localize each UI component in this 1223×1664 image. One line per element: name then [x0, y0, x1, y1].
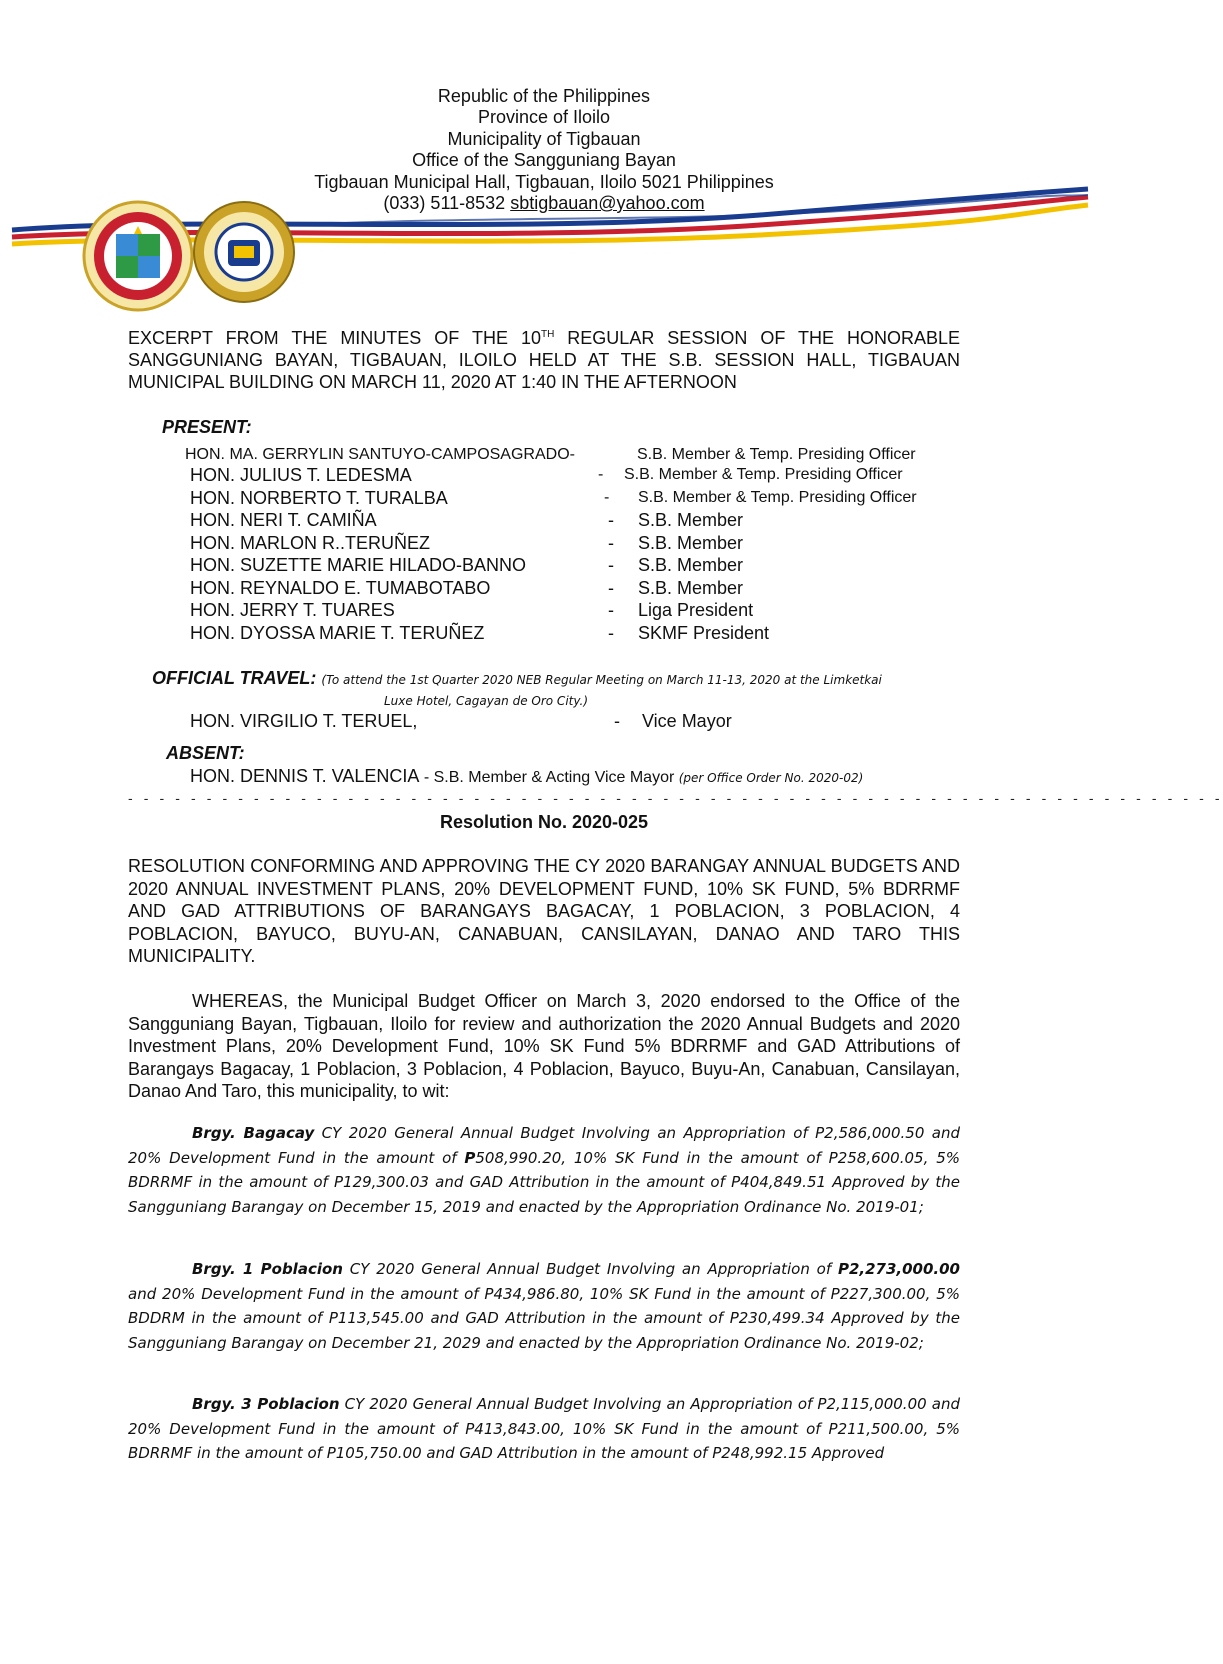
- resolution-number: Resolution No. 2020-025: [439, 812, 649, 832]
- absent-label: ABSENT:: [166, 743, 245, 763]
- whereas-paragraph: WHEREAS, the Municipal Budget Officer on March 3, 2020 endorsed to the Office of the Sangguniang Bayan, Tigbauan, Iloilo for review and authorization the 2020 Annual Budgets and 2020 Investment Plans, 20% Development Fund, 10% SK Fund 5% BDRRMF and GAD Attributions of Barangays Bagacay, 1 Poblacion, 3 Poblacion, 4 Poblacion, Bayuco, Buyu-An, Canabuan, Cansilayan, Danao And Taro, this municipality, to wit:: [128, 991, 960, 1101]
- barangay-name: Brgy. Bagacay: [192, 1124, 315, 1142]
- member-name: HON. SUZETTE MARIE HILADO-BANNO: [190, 555, 527, 575]
- member-row: [185, 444, 916, 466]
- member-name: HON. NORBERTO T. TURALBA: [190, 488, 448, 508]
- member-dash: -: [608, 600, 614, 620]
- barangay-bold-p: P: [464, 1148, 476, 1167]
- sangguniang-seal-icon: [192, 200, 296, 304]
- member-dash: -: [608, 578, 614, 598]
- travel-member-dash: -: [614, 711, 620, 731]
- member-role: S.B. Member: [638, 578, 744, 598]
- member-row: [190, 509, 744, 531]
- absent-role: - S.B. Member & Acting Vice Mayor: [419, 769, 679, 786]
- barangay-item: [128, 1392, 960, 1466]
- header-address: Tigbauan Municipal Hall, Tigbauan, Iloilo 5021 Philippines: [314, 172, 774, 192]
- member-name: HON. NERI T. CAMIÑA: [190, 510, 377, 530]
- member-row: [190, 599, 754, 621]
- barangay-name: Brgy. 3 Poblacion: [192, 1395, 340, 1413]
- header-office: Office of the Sangguniang Bayan: [412, 150, 676, 170]
- travel-member-role: Vice Mayor: [642, 711, 732, 731]
- member-role: S.B. Member & Temp. Presiding Officer: [637, 446, 916, 463]
- barangay-text: CY 2020 General Annual Budget Involving an Appropriation of P2,115,000.00 and 20% Development Fund in the amount of P413,843.00, 10% SK Fund in the amount of P211,500.00, 5% BDRRMF in the amount of P105,750.00 and GAD Attribution in the amount of P248,992.15 Approved: [128, 1395, 960, 1462]
- municipality-seal-icon: [82, 200, 194, 312]
- absent-name: HON. DENNIS T. VALENCIA: [190, 766, 420, 786]
- header-republic: Republic of the Philippines: [437, 86, 651, 106]
- member-dash: -: [604, 489, 610, 506]
- member-role: SKMF President: [638, 623, 770, 643]
- official-travel-note: (To attend the 1st Quarter 2020 NEB Regular Meeting on March 11-13, 2020 at the Limketkai: [321, 673, 882, 687]
- member-role: S.B. Member & Temp. Presiding Officer: [638, 489, 917, 506]
- member-name: HON. JULIUS T. LEDESMA: [190, 465, 412, 485]
- member-row: [190, 554, 744, 576]
- header-municipality: Municipality of Tigbauan: [447, 129, 641, 149]
- member-dash: -: [608, 510, 614, 530]
- member-row: [190, 464, 903, 486]
- member-role: Liga President: [638, 600, 754, 620]
- barangay-text: 508,990.20, 10% SK Fund in the amount of P258,600.05, 5% BDRRMF in the amount of P129,300.03 and GAD Attribution in the amount of P404,849.51 Approved by the Sangguniang Barangay on December 15, 2019 and enacted by the Appropriation Ordinance No. 2019-01;: [128, 1148, 960, 1216]
- member-name: HON. JERRY T. TUARES: [190, 600, 395, 620]
- travel-member-row: [190, 710, 732, 732]
- official-travel-note-cont: Luxe Hotel, Cagayan de Oro City.): [384, 694, 589, 708]
- separator-line: - - - - - - - - - - - - - - - - - - - - - - - - - - - - - - - - - - - - - - - - - - - - - - - - - - - - - - - - - - - - - - - - - - - - - -: [128, 790, 1223, 806]
- barangay-text: CY 2020 General Annual Budget Involving an Appropriation of: [342, 1260, 838, 1278]
- member-row: [190, 577, 744, 599]
- member-name: HON. MARLON R..TERUÑEZ: [190, 533, 431, 553]
- member-row: [190, 622, 770, 644]
- barangay-text: and 20% Development Fund in the amount of P434,986.80, 10% SK Fund in the amount of P227,300.00, 5% BDDRM in the amount of P113,545.00 and GAD Attribution in the amount of P230,499.34 Approved by the Sangguniang Barangay on December 21, 2029 and enacted by the Appropriation Ordinance No. 2019-02;: [128, 1284, 960, 1352]
- member-dash: -: [608, 533, 614, 553]
- barangay-item: [128, 1257, 960, 1355]
- absent-row: [190, 765, 863, 789]
- excerpt-text-b: REGULAR SESSION OF THE HONORABLE SANGGUNIANG BAYAN, TIGBAUAN, ILOILO HELD AT THE S.B. SESSION HALL, TIGBAUAN MUNICIPAL BUILDING ON MARCH 11, 2020 AT 1:40 IN THE AFTERNOON: [128, 328, 960, 392]
- excerpt-paragraph: [128, 327, 960, 393]
- member-dash: -: [608, 555, 614, 575]
- member-role: S.B. Member: [638, 510, 744, 530]
- official-travel-row: [152, 667, 882, 691]
- excerpt-text-a: EXCERPT FROM THE MINUTES OF THE 10: [128, 328, 541, 348]
- present-label: PRESENT:: [162, 417, 252, 437]
- member-dash: -: [608, 623, 614, 643]
- absent-note: (per Office Order No. 2020-02): [678, 771, 864, 785]
- member-row: [190, 487, 917, 509]
- excerpt-superscript: TH: [540, 329, 555, 340]
- barangay-name: Brgy. 1 Poblacion: [192, 1260, 343, 1278]
- member-role: S.B. Member: [638, 533, 744, 553]
- barangay-bold-amount: P2,273,000.00: [837, 1260, 960, 1278]
- member-role: S.B. Member & Temp. Presiding Officer: [624, 466, 903, 483]
- member-name: HON. DYOSSA MARIE T. TERUÑEZ: [190, 623, 485, 643]
- travel-member-name: HON. VIRGILIO T. TERUEL,: [190, 711, 418, 731]
- phone-number: (033) 511-8532: [383, 193, 506, 213]
- member-row: [190, 532, 744, 554]
- resolution-title: RESOLUTION CONFORMING AND APPROVING THE CY 2020 BARANGAY ANNUAL BUDGETS AND 2020 ANNUAL INVESTMENT PLANS, 20% DEVELOPMENT FUND, 10% SK FUND, 5% BDRRMF AND GAD ATTRIBUTIONS OF BARANGAYS BAGACAY, 1 POBLACION, 3 POBLACION, 4 POBLACION, BAYUCO, BUYU-AN, CANABUAN, CANSILAYAN, DANAO AND TARO THIS MUNICIPALITY.: [128, 856, 960, 966]
- member-dash: -: [598, 466, 604, 483]
- member-role: S.B. Member: [638, 555, 744, 575]
- official-travel-label: OFFICIAL TRAVEL:: [152, 668, 317, 688]
- header-province: Province of Iloilo: [477, 107, 611, 127]
- email-link[interactable]: sbtigbauan@yahoo.com: [510, 193, 705, 213]
- member-name: HON. REYNALDO E. TUMABOTABO: [190, 578, 491, 598]
- barangay-text: CY 2020 General Annual Budget Involving an Appropriation of P2,586,000.50 and 20% Development Fund in the amount of: [128, 1124, 960, 1167]
- member-name: HON. MA. GERRYLIN SANTUYO-CAMPOSAGRADO-: [185, 446, 575, 463]
- barangay-item: [128, 1121, 960, 1219]
